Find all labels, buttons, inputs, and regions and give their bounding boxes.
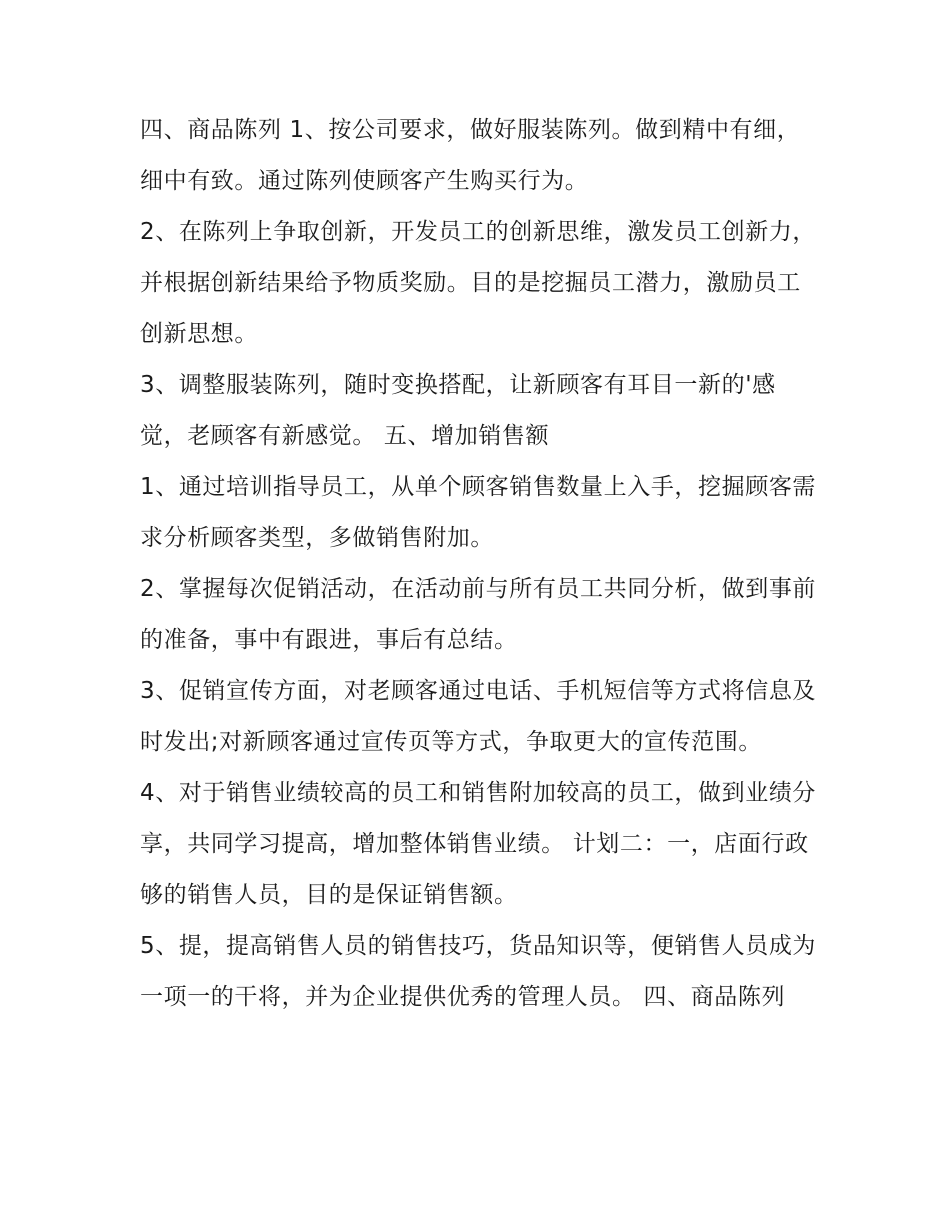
paragraph-promotion-publicity: 3、促销宣传方面，对老顾客通过电话、手机短信等方式将信息及时发出;对新顾客通过宣传页等方式，争取更大的宣传范围。 <box>140 678 817 755</box>
paragraph-display-innovation: 2、在陈列上争取创新，开发员工的创新思维，激发员工创新力，并根据创新结果给予物质奖励。目的是挖掘员工潜力，激励员工创新思想。 <box>140 219 817 347</box>
paragraph-adjust-display: 3、调整服装陈列，随时变换搭配，让新顾客有耳目一新的'感觉，老顾客有新感觉。 五、增加销售额 <box>140 372 776 449</box>
document-body <box>140 105 820 1023</box>
paragraph-promotion-activities: 2、掌握每次促销活动，在活动前与所有员工共同分析，做到事前的准备，事中有跟进，事后有总结。 <box>140 576 817 653</box>
paragraph-sales-skills: 5、提，提高销售人员的销售技巧，货品知识等，便销售人员成为一项一的干将，并为企业提供优秀的管理人员。 四、商品陈列 <box>140 933 817 1010</box>
paragraph-performance-sharing: 4、对于销售业绩较高的员工和销售附加较高的员工，做到业绩分享，共同学习提高，增加整体销售业绩。 计划二：一，店面行政够的销售人员，目的是保证销售额。 <box>140 780 817 908</box>
paragraph-staff-training: 1、通过培训指导员工，从单个顾客销售数量上入手，挖掘顾客需求分析顾客类型，多做销售附加。 <box>140 474 817 551</box>
paragraph-merchandise-display: 四、商品陈列 1、按公司要求，做好服装陈列。做到精中有细，细中有致。通过陈列使顾客产生购买行为。 <box>140 117 801 194</box>
